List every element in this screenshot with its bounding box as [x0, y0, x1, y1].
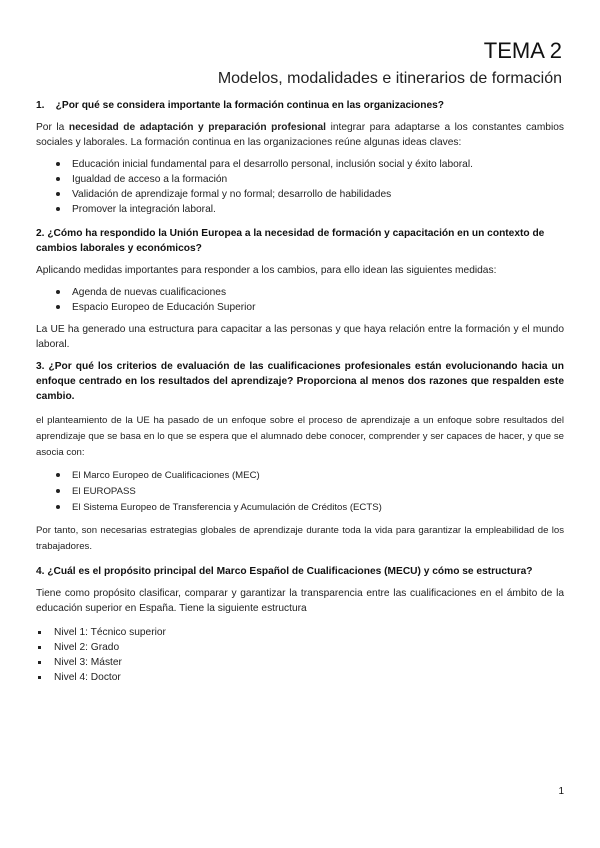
list-item: El Sistema Europeo de Transferencia y Acumulación de Créditos (ECTS): [36, 500, 564, 516]
answer-2-list: [36, 285, 564, 315]
answer-1-intro: [36, 120, 564, 150]
list-item: Validación de aprendizaje formal y no formal; desarrollo de habilidades: [36, 187, 564, 202]
page-number: 1: [558, 786, 564, 797]
answer-2-intro: Aplicando medidas importantes para responder a los cambios, para ello idean las siguientes medidas:: [36, 265, 497, 276]
question-3: 3. ¿Por qué los criterios de evaluación de las cualificaciones profesionales están evolucionando hacia un enfoque centrado en los resultados del aprendizaje? Proporciona al menos dos razones que respalden este cambio.: [36, 361, 564, 402]
question-4: 4. ¿Cuál es el propósito principal del Marco Español de Cualificaciones (MECU) y cómo se estructura?: [36, 566, 533, 577]
answer-1-intro-post: integrar para adaptarse a los constantes cambios sociales y laborales. La formación continua en las organizaciones reúne algunas ideas claves:: [36, 122, 564, 148]
answer-4-list: [36, 625, 564, 685]
question-1-number: 1.: [36, 100, 45, 111]
page-subtitle: Modelos, modalidades e itinerarios de formación: [217, 70, 562, 87]
answer-2-closing: La UE ha generado una estructura para capacitar a las personas y que haya relación entre la formación y el mundo laboral.: [36, 324, 564, 350]
answer-4-intro: Tiene como propósito clasificar, comparar y garantizar la transparencia entre las cualificaciones en el ámbito de la educación superior en España. Tiene la siguiente estructura: [36, 588, 564, 614]
list-item: Espacio Europeo de Educación Superior: [36, 300, 564, 315]
list-item: Promover la integración laboral.: [36, 202, 564, 217]
answer-3-intro: el planteamiento de la UE ha pasado de un enfoque sobre el proceso de aprendizaje a un enfoque sobre resultados del aprendizaje que se basa en lo que se espera que el alumnado debe conocer, comprender y ser capaces de hacer, y que se asocia con:: [36, 415, 564, 458]
list-item: Igualdad de acceso a la formación: [36, 172, 564, 187]
list-item: Nivel 1: Técnico superior: [36, 625, 564, 640]
answer-3-closing: Por tanto, son necesarias estrategias globales de aprendizaje durante toda la vida para garantizar la empleabilidad de los trabajadores.: [36, 525, 564, 552]
answer-1-list: [36, 157, 564, 217]
question-1-text: ¿Por qué se considera importante la formación continua en las organizaciones?: [55, 100, 445, 111]
answer-1-intro-bold: necesidad de adaptación y preparación profesional: [68, 122, 327, 133]
document-body: [36, 98, 564, 685]
list-item: Agenda de nuevas cualificaciones: [36, 285, 564, 300]
question-1: [36, 98, 564, 113]
answer-3-list: [36, 468, 564, 516]
list-item: El EUROPASS: [36, 484, 564, 500]
page-title: TEMA 2: [483, 38, 562, 63]
list-item: El Marco Europeo de Cualificaciones (MEC): [36, 468, 564, 484]
list-item: Nivel 4: Doctor: [36, 670, 564, 685]
question-2: 2. ¿Cómo ha respondido la Unión Europea a la necesidad de formación y capacitación en un contexto de cambios laborales y económicos?: [36, 228, 545, 254]
list-item: Nivel 2: Grado: [36, 640, 564, 655]
list-item: Educación inicial fundamental para el desarrollo personal, inclusión social y éxito laboral.: [36, 157, 564, 172]
list-item: Nivel 3: Máster: [36, 655, 564, 670]
answer-1-intro-pre: Por la: [36, 122, 69, 133]
